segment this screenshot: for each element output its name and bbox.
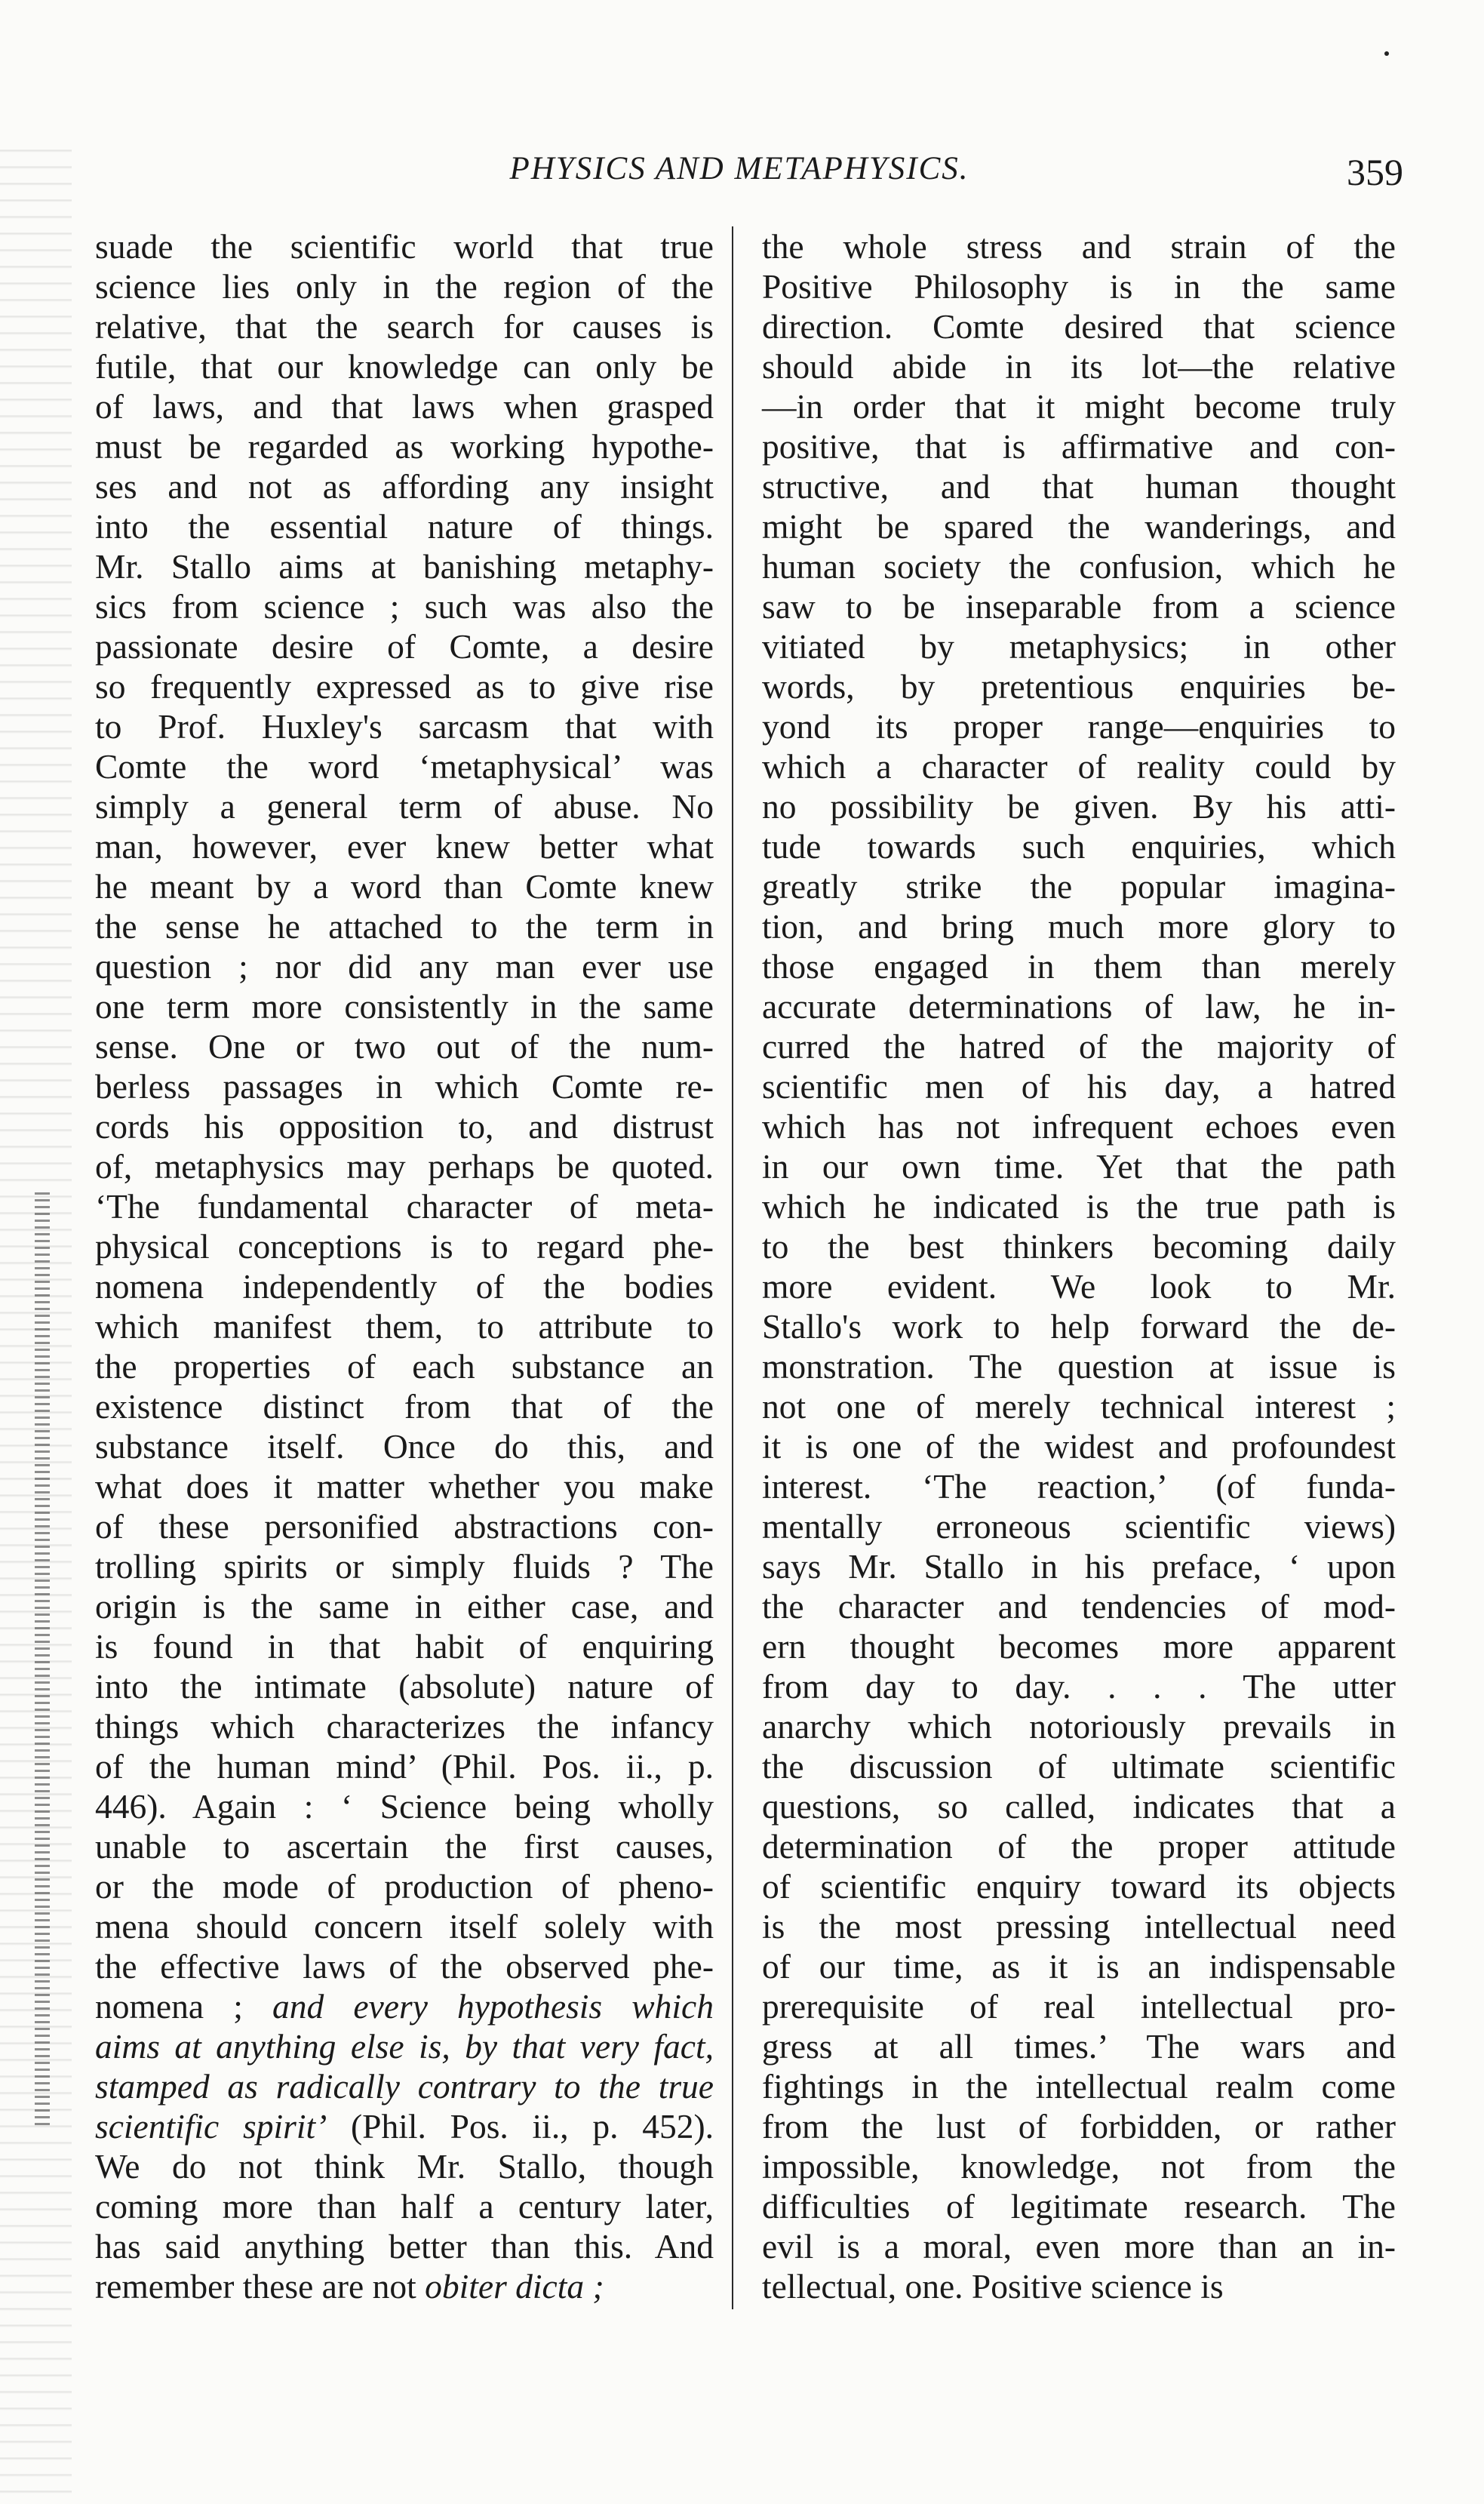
text-line: remember these are not obiter dicta ; <box>95 2267 604 2306</box>
text-line: sense. One or two out of the num- <box>95 1027 714 1066</box>
text-line: simply a general term of abuse. No <box>95 787 714 826</box>
text-line: of our time, as it is an indispensable <box>762 1947 1396 1986</box>
text-line: the effective laws of the observed phe- <box>95 1947 714 1986</box>
italic-text: aims at anything else is, by that very fact, <box>95 2027 714 2066</box>
text-line: might be spared the wanderings, and <box>762 507 1396 546</box>
text-line: substance itself. Once do this, and <box>95 1427 714 1466</box>
text-line <box>95 2026 714 2066</box>
text-line <box>95 2066 714 2106</box>
text-line: trolling spirits or simply fluids ? The <box>95 1547 714 1586</box>
page-number: 359 <box>1347 151 1403 193</box>
text-line: of, metaphysics may perhaps be quoted. <box>95 1147 714 1186</box>
text-line: unable to ascertain the first causes, <box>95 1827 714 1866</box>
italic-text: and every hypothesis which <box>272 1987 714 2026</box>
text-line: says Mr. Stallo in his preface, ‘ upon <box>762 1547 1396 1586</box>
text-line: of scientific enquiry toward its objects <box>762 1867 1396 1906</box>
text-line: prerequisite of real intellectual pro- <box>762 1987 1396 2026</box>
text-line: is the most pressing intellectual need <box>762 1907 1396 1946</box>
text-line: sics from science ; such was also the <box>95 587 714 626</box>
text-line: in our own time. Yet that the path <box>762 1147 1396 1186</box>
text-line: structive, and that human thought <box>762 467 1396 506</box>
text-line: or the mode of production of pheno- <box>95 1867 714 1906</box>
text-line: determination of the proper attitude <box>762 1827 1396 1866</box>
text-line: of laws, and that laws when grasped <box>95 387 714 426</box>
text-line: which he indicated is the true path is <box>762 1187 1396 1226</box>
text-line: Positive Philosophy is in the same <box>762 267 1396 306</box>
text-line: the discussion of ultimate scientific <box>762 1747 1396 1786</box>
text-line: physical conceptions is to regard phe- <box>95 1227 714 1266</box>
italic-text: stamped as radically contrary to the true <box>95 2067 714 2106</box>
text-line: nomena independently of the bodies <box>95 1267 714 1306</box>
text-line: to Prof. Huxley's sarcasm that with <box>95 707 714 746</box>
italic-text: scientific spirit’ <box>95 2107 327 2146</box>
text-line: scientific men of his day, a hatred <box>762 1067 1396 1106</box>
text-line: words, by pretentious enquiries be- <box>762 667 1396 706</box>
text-line: vitiated by metaphysics; in other <box>762 627 1396 666</box>
text-line: man, however, ever knew better what <box>95 827 714 866</box>
text-line: science lies only in the region of the <box>95 267 714 306</box>
text-line: more evident. We look to Mr. <box>762 1267 1396 1306</box>
text-line: positive, that is affirmative and con- <box>762 427 1396 466</box>
text-line: evil is a moral, even more than an in- <box>762 2227 1396 2266</box>
ink-speck <box>1384 51 1389 56</box>
text-line: not one of merely technical interest ; <box>762 1387 1396 1426</box>
text-line: the sense he attached to the term in <box>95 907 714 946</box>
text-line: difficulties of legitimate research. The <box>762 2187 1396 2226</box>
text-line: fightings in the intellectual realm come <box>762 2067 1396 2106</box>
text-line: of the human mind’ (Phil. Pos. ii., p. <box>95 1747 714 1786</box>
text-line: Stallo's work to help forward the de- <box>762 1307 1396 1346</box>
text-line: question ; nor did any man ever use <box>95 947 714 986</box>
text-line: direction. Comte desired that science <box>762 307 1396 346</box>
text-line: origin is the same in either case, and <box>95 1587 714 1626</box>
text-line: into the intimate (absolute) nature of <box>95 1667 714 1706</box>
text-line: things which characterizes the infancy <box>95 1707 714 1746</box>
text-line: anarchy which notoriously prevails in <box>762 1707 1396 1746</box>
text-line: ‘The fundamental character of meta- <box>95 1187 714 1226</box>
text-line: he meant by a word than Comte knew <box>95 867 714 906</box>
text-line: is found in that habit of enquiring <box>95 1627 714 1666</box>
text-line: the character and tendencies of mod- <box>762 1587 1396 1626</box>
text-line: berless passages in which Comte re- <box>95 1067 714 1106</box>
text-line: 446). Again : ‘ Science being wholly <box>95 1787 714 1826</box>
text-line: it is one of the widest and profoundest <box>762 1427 1396 1466</box>
text-line: should abide in its lot—the relative <box>762 347 1396 386</box>
text-line: yond its proper range—enquiries to <box>762 707 1396 746</box>
text-line: the whole stress and strain of the <box>762 227 1396 266</box>
text-line: relative, that the search for causes is <box>95 307 714 346</box>
text-line: Mr. Stallo aims at banishing metaphy- <box>95 547 714 586</box>
text-line: tude towards such enquiries, which <box>762 827 1396 866</box>
text-line: which has not infrequent echoes even <box>762 1107 1396 1146</box>
text-line: human society the confusion, which he <box>762 547 1396 586</box>
text-line: must be regarded as working hypothe- <box>95 427 714 466</box>
text-line: ses and not as affording any insight <box>95 467 714 506</box>
text-line: We do not think Mr. Stallo, though <box>95 2147 714 2186</box>
right-column <box>762 226 1396 2306</box>
text-line: ern thought becomes more apparent <box>762 1627 1396 1666</box>
text-line: into the essential nature of things. <box>95 507 714 546</box>
text-line: accurate determinations of law, he in- <box>762 987 1396 1026</box>
text-line: so frequently expressed as to give rise <box>95 667 714 706</box>
text-line: impossible, knowledge, not from the <box>762 2147 1396 2186</box>
text-line: tellectual, one. Positive science is <box>762 2267 1224 2306</box>
text-line: to the best thinkers becoming daily <box>762 1227 1396 1266</box>
text-line: cords his opposition to, and distrust <box>95 1107 714 1146</box>
text-line: has said anything better than this. And <box>95 2227 714 2266</box>
text-line: from the lust of forbidden, or rather <box>762 2107 1396 2146</box>
text-line: tion, and bring much more glory to <box>762 907 1396 946</box>
text-line: no possibility be given. By his atti- <box>762 787 1396 826</box>
text-line: futile, that our knowledge can only be <box>95 347 714 386</box>
text-line: suade the scientific world that true <box>95 227 714 266</box>
text-line: which manifest them, to attribute to <box>95 1307 714 1346</box>
binding-edge <box>35 1192 50 2128</box>
text-line: scientific spirit’ (Phil. Pos. ii., p. 452). <box>95 2107 714 2146</box>
text-line: those engaged in them than merely <box>762 947 1396 986</box>
text-line: the properties of each substance an <box>95 1347 714 1386</box>
text-line: mena should concern itself solely with <box>95 1907 714 1946</box>
page-header <box>75 149 1403 195</box>
text-line: mentally erroneous scientific views) <box>762 1507 1396 1546</box>
running-title: PHYSICS AND METAPHYSICS. <box>509 151 969 186</box>
text-line: gress at all times.’ The wars and <box>762 2027 1396 2066</box>
text-line: existence distinct from that of the <box>95 1387 714 1426</box>
text-line: —in order that it might become truly <box>762 387 1396 426</box>
text-line: monstration. The question at issue is <box>762 1347 1396 1386</box>
text-line: curred the hatred of the majority of <box>762 1027 1396 1066</box>
text-line: greatly strike the popular imagina- <box>762 867 1396 906</box>
text-line: interest. ‘The reaction,’ (of funda- <box>762 1467 1396 1506</box>
text-line: coming more than half a century later, <box>95 2187 714 2226</box>
text-line: from day to day. . . . The utter <box>762 1667 1396 1706</box>
column-divider <box>732 226 733 2309</box>
text-line: saw to be inseparable from a science <box>762 587 1396 626</box>
text-line: passionate desire of Comte, a desire <box>95 627 714 666</box>
text-line: questions, so called, indicates that a <box>762 1787 1396 1826</box>
text-line: one term more consistently in the same <box>95 987 714 1026</box>
left-column <box>95 226 714 2306</box>
text-line: what does it matter whether you make <box>95 1467 714 1506</box>
text-line: which a character of reality could by <box>762 747 1396 786</box>
text-line: nomena ; and every hypothesis which <box>95 1987 714 2026</box>
text-line: Comte the word ‘metaphysical’ was <box>95 747 714 786</box>
text-line: of these personified abstractions con- <box>95 1507 714 1546</box>
italic-text: obiter dicta ; <box>425 2267 604 2306</box>
